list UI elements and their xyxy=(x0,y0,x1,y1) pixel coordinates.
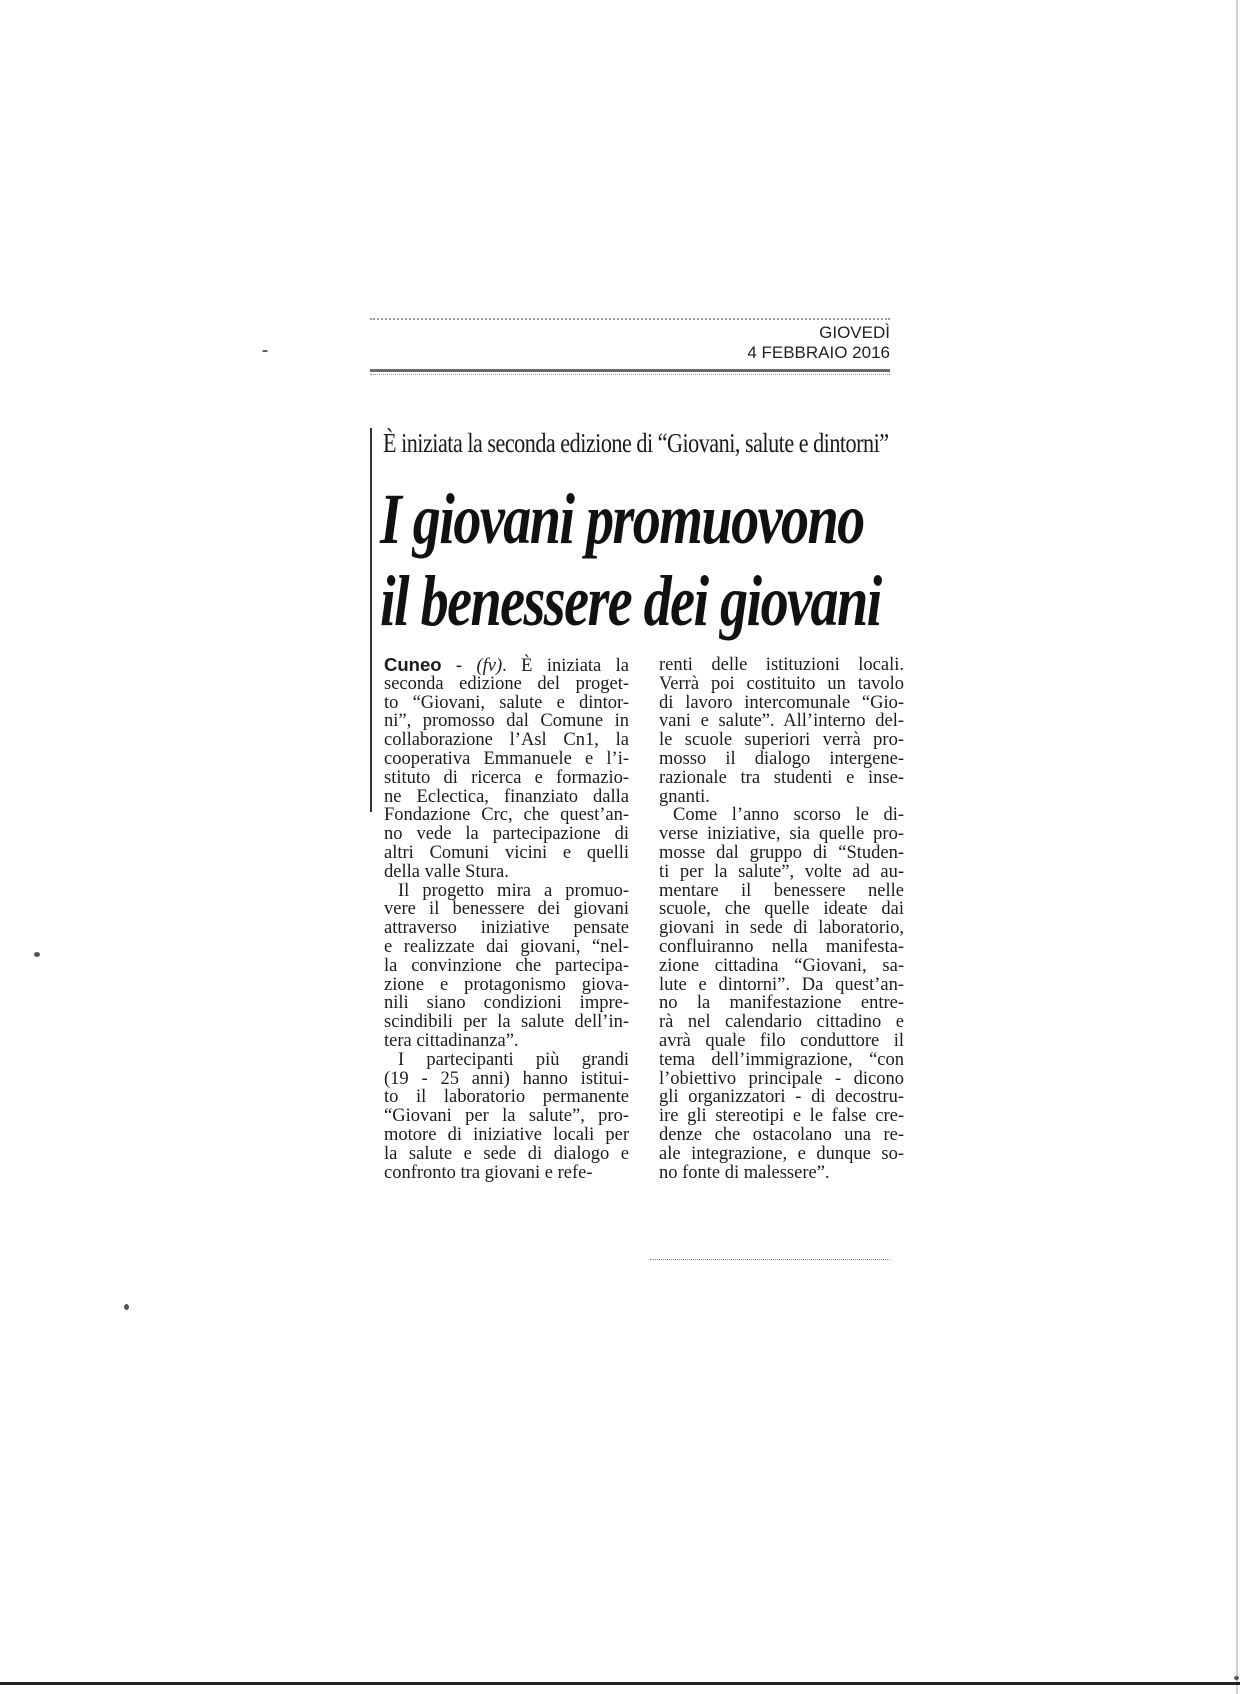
article-line: ti per la salute”, volte ad au- xyxy=(659,861,904,882)
article-line: motore di iniziative locali per xyxy=(384,1124,629,1145)
scan-edge-right xyxy=(1236,0,1238,1694)
dateline-signature: (fv) xyxy=(476,656,503,676)
article-line: mosso il dialogo intergene- xyxy=(659,748,904,769)
article-body xyxy=(384,656,904,1182)
dateline-separator: - xyxy=(441,656,477,676)
article-line: nili siano condizioni impre- xyxy=(384,993,629,1014)
article-column-1 xyxy=(384,656,629,1182)
header-rule-top xyxy=(370,318,890,320)
article-line: verse iniziative, sia quelle pro- xyxy=(659,824,904,845)
article-line: zione cittadina “Giovani, sa- xyxy=(659,955,904,976)
article-line: to “Giovani, salute e dintor- xyxy=(384,692,629,713)
article-line: della valle Stura. xyxy=(384,861,509,882)
article-line: tera cittadinanza”. xyxy=(384,1030,519,1051)
article-line: lute e dintorni”. Da quest’an- xyxy=(659,974,904,995)
headline-line: I giovani promuovono xyxy=(380,479,864,559)
article-line: la convinzione che partecipa- xyxy=(384,955,629,976)
article-line: e realizzate dai giovani, “nel- xyxy=(384,936,629,957)
scan-speck xyxy=(262,350,268,352)
dateline-rest: . È iniziata la xyxy=(502,656,629,676)
article-line: vere il benessere dei giovani xyxy=(384,899,629,920)
article-line: Fondazione Crc, che quest’an- xyxy=(384,805,629,826)
article-line: no la manifestazione entre- xyxy=(659,993,904,1014)
article-line: no fonte di malessere”. xyxy=(659,1162,830,1183)
article-line: giovani in sede di laboratorio, xyxy=(659,918,904,939)
article-line: ale integrazione, e dunque so- xyxy=(659,1143,904,1164)
article-headline xyxy=(380,478,900,642)
headline-line: il benessere dei giovani xyxy=(380,561,881,641)
article-line: zione e protagonismo giova- xyxy=(384,974,629,995)
article-line: le scuole superiori verrà pro- xyxy=(659,730,904,751)
dateline-place: Cuneo xyxy=(384,654,442,675)
article-line: rà nel calendario cittadino e xyxy=(659,1012,904,1033)
article-kicker: È iniziata la seconda edizione di “Giovani, salute e dintorni” xyxy=(383,428,889,458)
article-line: ire gli stereotipi e le false cre- xyxy=(659,1106,904,1127)
article-line: tema dell’immigrazione, “con xyxy=(659,1049,904,1070)
article-line: (19 - 25 anni) hanno istitui- xyxy=(384,1068,629,1089)
issue-full-date: 4 FEBBRAIO 2016 xyxy=(747,343,890,362)
article-line: confluiranno nella manifesta- xyxy=(659,936,904,957)
article-end-rule xyxy=(650,1259,890,1260)
article-line: cooperativa Emmanuele e l’i- xyxy=(384,748,629,769)
article-line: Il progetto mira a promuo- xyxy=(398,880,629,901)
article-line xyxy=(384,656,629,675)
scan-speck xyxy=(1234,1676,1239,1680)
article-line: confronto tra giovani e refe- xyxy=(384,1162,593,1183)
article-line: collaborazione l’Asl Cn1, la xyxy=(384,730,629,751)
article-column-2 xyxy=(659,656,904,1182)
article-line: seconda edizione del proget- xyxy=(384,673,629,694)
article-line: altri Comuni vicini e quelli xyxy=(384,842,629,863)
article-line: razionale tra studenti e inse- xyxy=(659,767,904,788)
article-line: l’obiettivo principale - dicono xyxy=(659,1068,904,1089)
article-line: gli organizzatori - di decostru- xyxy=(659,1087,904,1108)
article-line: scindibili per la salute dell’in- xyxy=(384,1012,629,1033)
article-line: attraverso iniziative pensate xyxy=(384,918,629,939)
article-line: mosse dal gruppo di “Studen- xyxy=(659,842,904,863)
article-line: Come l’anno scorso le di- xyxy=(673,805,904,826)
issue-day: GIOVEDÌ xyxy=(819,323,890,342)
article-line: no vede la partecipazione di xyxy=(384,824,629,845)
header-rule-bottom-thin xyxy=(370,374,890,375)
article-line: vani e salute”. All’interno del- xyxy=(659,711,904,732)
article-line: denze che ostacolano una re- xyxy=(659,1124,904,1145)
article-left-rule xyxy=(370,428,372,812)
article-line: stituto di ricerca e formazio- xyxy=(384,767,629,788)
article-line: mentare il benessere nelle xyxy=(659,880,904,901)
article-line: ni”, promosso dal Comune in xyxy=(384,711,629,732)
article-line: renti delle istituzioni locali. xyxy=(659,655,904,675)
header-rule-bottom xyxy=(370,369,890,372)
article-line: gnanti. xyxy=(659,786,710,807)
issue-date xyxy=(700,323,890,363)
article-line: scuole, che quelle ideate dai xyxy=(659,899,904,920)
scan-edge-bottom xyxy=(0,1682,1240,1685)
article-line: I partecipanti più grandi xyxy=(398,1049,629,1070)
article-line: ne Eclectica, finanziato dalla xyxy=(384,786,629,807)
article-line: to il laboratorio permanente xyxy=(384,1087,629,1108)
article-line: avrà quale filo conduttore il xyxy=(659,1030,904,1051)
article-line: Verrà poi costituito un tavolo xyxy=(659,673,904,694)
scan-speck xyxy=(124,1304,129,1310)
article-line: la salute e sede di dialogo e xyxy=(384,1143,629,1164)
article-line: di lavoro intercomunale “Gio- xyxy=(659,692,904,713)
scan-speck xyxy=(34,952,40,957)
article-line: “Giovani per la salute”, pro- xyxy=(384,1106,629,1127)
